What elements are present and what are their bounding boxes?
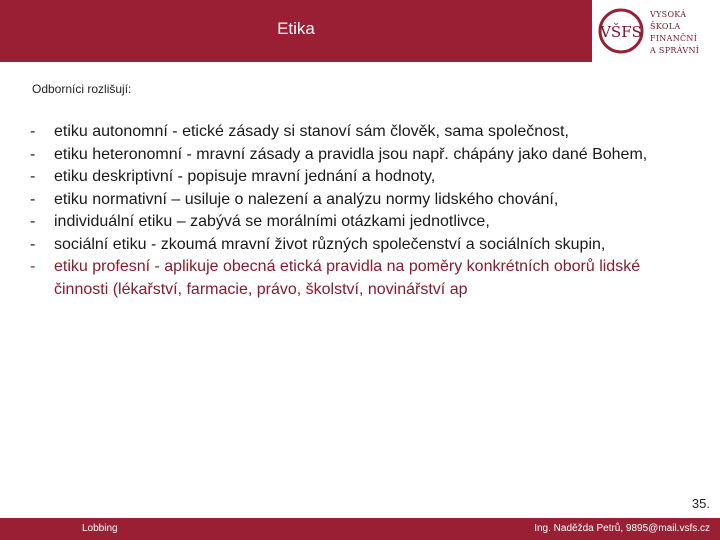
header-bar xyxy=(0,0,720,62)
logo-text xyxy=(650,9,716,57)
footer-topic: Lobbing xyxy=(82,523,118,534)
logo-line-3: A SPRÁVNÍ xyxy=(650,46,700,55)
list-item-text: etiku normativní – usiluje o nalezení a analýzu normy lidského chování, xyxy=(54,190,559,208)
dash-bullet: - xyxy=(30,258,36,275)
dash-bullet: - xyxy=(30,213,36,230)
list-item xyxy=(30,144,690,167)
list-item xyxy=(30,234,690,257)
dash-bullet: - xyxy=(30,168,36,185)
vsfs-logo-icon xyxy=(596,6,648,56)
slide-title: Etika xyxy=(277,19,315,38)
footer-author: Ing. Naděžda Petrů, 9895@mail.vsfs.cz xyxy=(534,523,710,534)
list-item-text: etiku heteronomní - mravní zásady a pravidla jsou např. chápány jako dané Bohem, xyxy=(54,145,648,163)
dash-bullet: - xyxy=(30,235,36,253)
list-item xyxy=(30,211,690,234)
list-item xyxy=(30,166,690,189)
list-item-highlighted xyxy=(30,256,690,301)
dash-bullet: - xyxy=(30,190,36,208)
logo-line-1: VYSOKÁ ŠKOLA xyxy=(650,10,687,31)
list-item-text: individuální etiku – zabývá se morálními otázkami jednotlivce, xyxy=(54,213,490,230)
logo-mark-text: VŠFS xyxy=(600,23,642,41)
bullet-list xyxy=(30,121,690,301)
list-item-text: sociální etiku - zkoumá mravní život různých společenství a sociálních skupin, xyxy=(54,235,606,253)
footer-bar xyxy=(0,518,720,540)
page-number: 35. xyxy=(691,496,710,511)
dash-bullet: - xyxy=(30,123,36,140)
list-item-text: etiku profesní - aplikuje obecná etická pravidla na poměry konkrétních oborů lidské činnosti (lékařství, farmacie, právo, školství, novinářství ap xyxy=(54,258,641,298)
list-item xyxy=(30,189,690,212)
list-item-text: etiku autonomní - etické zásady si stanoví sám člověk, sama společnost, xyxy=(54,123,569,140)
dash-bullet: - xyxy=(30,145,36,163)
intro-text: Odborníci rozlišují: xyxy=(32,82,132,96)
school-logo xyxy=(592,0,720,62)
logo-line-2: FINANČNÍ xyxy=(650,34,698,43)
list-item-text: etiku deskriptivní - popisuje mravní jednání a hodnoty, xyxy=(54,168,436,185)
list-item xyxy=(30,121,690,144)
